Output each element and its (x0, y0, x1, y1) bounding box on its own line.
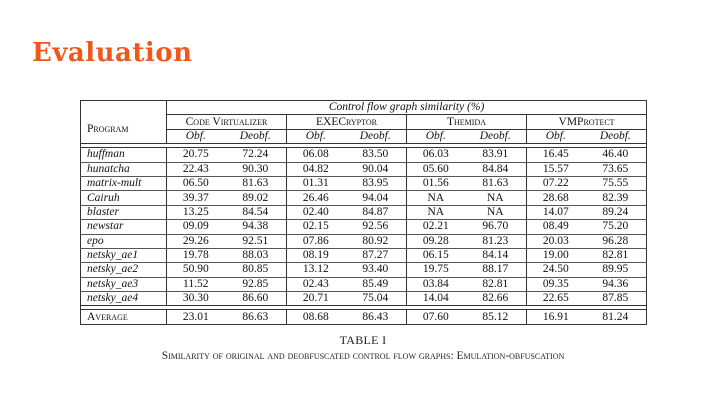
similarity-table (80, 100, 647, 325)
tool-header-code-virtualizer: Code Virtualizer (167, 115, 287, 129)
cell-deobf: 75.55 (585, 176, 647, 190)
cell-obf: 19.78 (167, 248, 225, 262)
cell-deobf: NA (465, 191, 527, 205)
cell-obf: 22.43 (167, 162, 225, 176)
cell-obf: 09.09 (167, 220, 225, 234)
program-name: netsky_ae2 (81, 263, 167, 277)
program-name: netsky_ae1 (81, 248, 167, 262)
sub-header-obf: Obf. (167, 129, 225, 143)
cell-obf: 02.40 (287, 205, 345, 219)
cell-obf: 39.37 (167, 191, 225, 205)
table-row (81, 176, 647, 190)
cell-deobf: 84.54 (225, 205, 287, 219)
sub-header-deobf: Deobf. (585, 129, 647, 143)
cell-obf: 13.25 (167, 205, 225, 219)
cell-deobf: 80.85 (225, 263, 287, 277)
sub-header-deobf: Deobf. (225, 129, 287, 143)
cell-deobf: 83.91 (465, 148, 527, 162)
group-header: Control flow graph similarity (%) (328, 101, 485, 114)
cell-deobf: 82.39 (585, 191, 647, 205)
cell-deobf: 72.24 (225, 148, 287, 162)
cell-obf: 14.07 (527, 205, 585, 219)
program-name: matrix-mult (81, 176, 167, 190)
cell-obf: 03.84 (407, 277, 465, 291)
cell-deobf: 81.24 (602, 310, 629, 323)
cell-obf: 01.56 (407, 176, 465, 190)
cell-deobf: 87.85 (585, 292, 647, 306)
sub-header-deobf: Deobf. (465, 129, 527, 143)
cell-obf: 24.50 (527, 263, 585, 277)
cell-obf: 20.03 (527, 234, 585, 248)
results-table-figure (80, 100, 646, 362)
cell-obf: 06.15 (407, 248, 465, 262)
cell-deobf: 94.04 (345, 191, 407, 205)
table-row (81, 162, 647, 176)
cell-deobf: 81.23 (465, 234, 527, 248)
cell-obf: 20.75 (167, 148, 225, 162)
program-name: huffman (81, 148, 167, 162)
table-row (81, 248, 647, 262)
cell-obf: 02.15 (287, 220, 345, 234)
table-row (81, 234, 647, 248)
table-row (81, 191, 647, 205)
tool-header-execryptor: EXECryptor (287, 115, 407, 129)
cell-obf: 19.75 (407, 263, 465, 277)
cell-obf: 26.46 (287, 191, 345, 205)
cell-deobf: 92.56 (345, 220, 407, 234)
cell-deobf: 81.63 (225, 176, 287, 190)
cell-deobf: 73.65 (585, 162, 647, 176)
cell-deobf: 88.17 (465, 263, 527, 277)
table-row (81, 205, 647, 219)
cell-obf: 08.49 (527, 220, 585, 234)
cell-obf: 16.91 (542, 310, 569, 323)
cell-obf: NA (407, 205, 465, 219)
cell-deobf: 88.03 (225, 248, 287, 262)
table-row-average (81, 310, 647, 325)
cell-deobf: 94.38 (225, 220, 287, 234)
cell-deobf: 89.02 (225, 191, 287, 205)
cell-obf: NA (407, 191, 465, 205)
cell-obf: 20.71 (287, 292, 345, 306)
cell-obf: 14.04 (407, 292, 465, 306)
cell-deobf: 84.14 (465, 248, 527, 262)
cell-obf: 06.03 (407, 148, 465, 162)
cell-obf: 06.50 (167, 176, 225, 190)
table-caption (80, 333, 646, 362)
cell-deobf: 75.20 (585, 220, 647, 234)
cell-obf: 07.22 (527, 176, 585, 190)
sub-header-obf: Obf. (527, 129, 585, 143)
table-row (81, 220, 647, 234)
cell-obf: 09.28 (407, 234, 465, 248)
average-label: Average (81, 310, 167, 325)
program-name: Cairuh (81, 191, 167, 205)
sub-header-obf: Obf. (287, 129, 345, 143)
table-row (81, 292, 647, 306)
program-name: epo (81, 234, 167, 248)
cell-deobf: 89.24 (585, 205, 647, 219)
cell-obf: 16.45 (527, 148, 585, 162)
cell-obf: 15.57 (527, 162, 585, 176)
cell-obf: 13.12 (287, 263, 345, 277)
cell-deobf: 80.92 (345, 234, 407, 248)
cell-deobf: 85.49 (345, 277, 407, 291)
cell-deobf: 92.51 (225, 234, 287, 248)
cell-obf: 07.86 (287, 234, 345, 248)
cell-obf: 07.60 (422, 310, 449, 323)
cell-deobf: 84.87 (345, 205, 407, 219)
cell-deobf: 81.63 (465, 176, 527, 190)
program-name: netsky_ae4 (81, 292, 167, 306)
table-row (81, 277, 647, 291)
cell-obf: 29.26 (167, 234, 225, 248)
cell-deobf: 82.81 (465, 277, 527, 291)
cell-obf: 02.43 (287, 277, 345, 291)
cell-deobf: 85.12 (465, 310, 527, 325)
cell-deobf: 83.95 (345, 176, 407, 190)
cell-obf: 22.65 (527, 292, 585, 306)
cell-deobf: 86.63 (225, 310, 287, 325)
cell-deobf: 83.50 (345, 148, 407, 162)
program-name: newstar (81, 220, 167, 234)
cell-deobf: 90.04 (345, 162, 407, 176)
program-name: netsky_ae3 (81, 277, 167, 291)
cell-deobf: 82.66 (465, 292, 527, 306)
cell-obf: 09.35 (527, 277, 585, 291)
cell-deobf: 82.81 (585, 248, 647, 262)
cell-deobf: 86.43 (345, 310, 407, 325)
cell-deobf: 86.60 (225, 292, 287, 306)
cell-deobf: 94.36 (585, 277, 647, 291)
tool-header-vmprotect: VMProtect (527, 115, 647, 129)
tool-header-themida: Themida (407, 115, 527, 129)
cell-deobf: 93.40 (345, 263, 407, 277)
cell-obf: 19.00 (527, 248, 585, 262)
cell-obf: 06.08 (287, 148, 345, 162)
caption-text: Similarity of original and deobfuscated control flow graphs: Emulation-obfuscation (161, 350, 565, 363)
cell-deobf: 89.95 (585, 263, 647, 277)
program-name: hunatcha (81, 162, 167, 176)
slide-title: Evaluation (32, 38, 193, 68)
cell-obf: 08.68 (302, 310, 329, 323)
cell-deobf: 75.04 (345, 292, 407, 306)
cell-deobf: NA (465, 205, 527, 219)
table-row (81, 263, 647, 277)
sub-header-obf: Obf. (407, 129, 465, 143)
cell-obf: 02.21 (407, 220, 465, 234)
cell-obf: 04.82 (287, 162, 345, 176)
cell-obf: 11.52 (167, 277, 225, 291)
cell-deobf: 87.27 (345, 248, 407, 262)
cell-deobf: 90.30 (225, 162, 287, 176)
cell-deobf: 84.84 (465, 162, 527, 176)
table-row (81, 148, 647, 162)
cell-obf: 30.30 (167, 292, 225, 306)
sub-header-deobf: Deobf. (345, 129, 407, 143)
cell-obf: 01.31 (287, 176, 345, 190)
cell-obf: 28.68 (527, 191, 585, 205)
cell-obf: 08.19 (287, 248, 345, 262)
cell-obf: 05.60 (407, 162, 465, 176)
cell-deobf: 96.70 (465, 220, 527, 234)
cell-deobf: 92.85 (225, 277, 287, 291)
cell-obf: 23.01 (182, 310, 209, 323)
program-header: Program (81, 115, 167, 144)
cell-obf: 50.90 (167, 263, 225, 277)
caption-label: TABLE I (339, 333, 387, 348)
cell-deobf: 46.40 (585, 148, 647, 162)
cell-deobf: 96.28 (585, 234, 647, 248)
program-name: blaster (81, 205, 167, 219)
